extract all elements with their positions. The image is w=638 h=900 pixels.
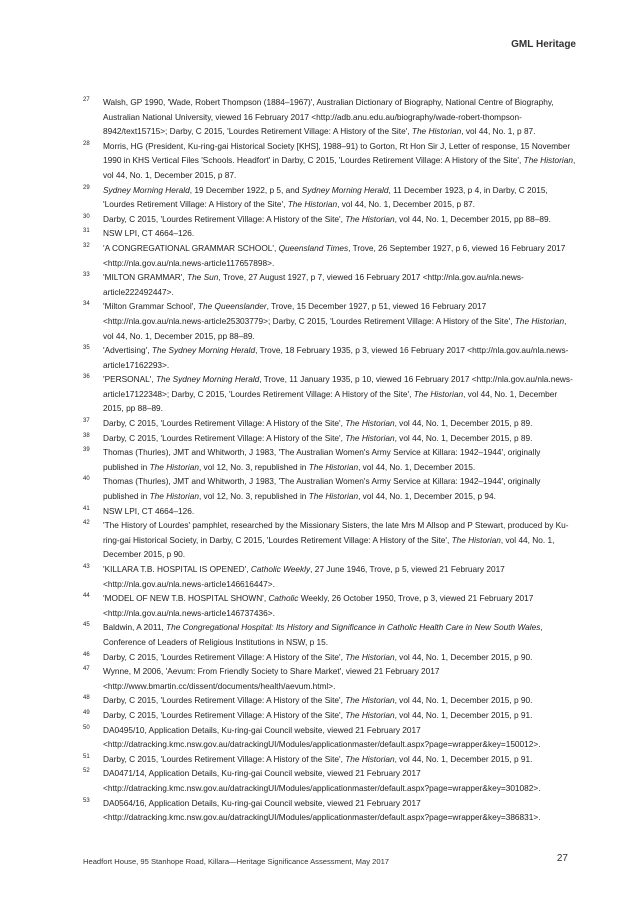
footnote-italic-text: The Historian: [149, 491, 199, 502]
footnote-text: , vol 44, No. 1, December 2015, pp 88–89.: [103, 315, 567, 341]
footnote-italic-text: The Historian: [514, 315, 565, 326]
footnote: [83, 445, 578, 474]
footnote-number: 47: [83, 666, 90, 673]
footnote-text: Morris, HG (President, Ku-ring-gai Historical Society [KHS], 1988–91) to Gorton, Rt Hon Sir J, Letter of response, 15 November 1990 in KHS Vertical Files 'Schools. Headfort' in Darby, C 2015, 'Lourdes Retirement Village: A History of the Site',: [103, 140, 571, 166]
footnote-number: 40: [83, 476, 90, 483]
footnote-text: NSW LPI, CT 4664–126.: [103, 228, 195, 239]
footnote-number: 45: [83, 622, 90, 629]
footnote-italic-text: The Historian: [149, 461, 199, 472]
footnote-text: Darby, C 2015, 'Lourdes Retirement Village: A History of the Site',: [103, 753, 346, 764]
footnote-italic-text: The Historian: [345, 709, 395, 720]
footnote: [83, 796, 578, 825]
footnote: [83, 212, 578, 227]
footnote: [83, 241, 578, 270]
footnote-italic-text: The Historian: [308, 461, 359, 472]
footnote-text: , vol 44, No. 1, p 87.: [461, 126, 536, 137]
footnote: [83, 752, 578, 767]
footnote: [83, 343, 578, 372]
footnote-text: 'Advertising',: [103, 345, 152, 356]
footnote-italic-text: The Sun: [187, 272, 219, 283]
footnote-text: , 27 June 1946, Trove, p 5, viewed 21 February 2017 <http://nla.gov.au/nla.news-article146616447>.: [103, 564, 505, 589]
footnote: [83, 664, 578, 693]
footnote: [83, 416, 578, 431]
footnote-text: 'PERSONAL',: [103, 374, 156, 385]
footnote-italic-text: The Historian: [345, 651, 395, 662]
footnote-text: , Trove, 15 December 1927, p 51, viewed 16 February 2017 <http://nla.gov.au/nla.news-article25303779>; Darby, C 2015, 'Lourdes Retirement Village: A History of the Site',: [103, 301, 515, 326]
footnote-text: , vol 44, No. 1, December 2015, p 87.: [103, 155, 576, 180]
footnote-number: 52: [83, 768, 90, 775]
footnote: [83, 183, 578, 212]
footnote-number: 44: [83, 593, 90, 600]
footnote-text: , vol 44, No. 1, December 2015, p 89.: [394, 432, 533, 443]
footnotes-list: [83, 95, 578, 825]
footnote-number: 29: [83, 184, 90, 191]
footnote-text: Weekly, 26 October 1950, Trove, p 3, viewed 21 February 2017 <http://nla.gov.au/nla.news-article146737436>.: [103, 593, 534, 618]
footnote-italic-text: Catholic Weekly: [250, 564, 311, 574]
footnote-italic-text: The Historian: [287, 199, 338, 210]
footnote-text: , 19 December 1922, p 5, and: [189, 184, 302, 195]
footnote-text: 'MILTON GRAMMAR',: [103, 272, 187, 283]
footnote-text: , vol 44, No. 1, December 2015, p 90.: [103, 534, 555, 560]
footnote-text: , vol 44, No. 1, December 2015, pp 88–89.: [103, 388, 558, 414]
footnote-text: Darby, C 2015, 'Lourdes Retirement Village: A History of the Site',: [103, 213, 346, 224]
footnote-number: 51: [83, 753, 90, 760]
footnote-text: , Trove, 18 February 1935, p 3, viewed 16 February 2017 <http://nla.gov.au/nla.news-article17162293>.: [103, 345, 569, 370]
footnote-text: , Trove, 27 August 1927, p 7, viewed 16 February 2017 <http://nla.gov.au/nla.news-article222492447>.: [103, 272, 524, 297]
footnote-text: 'MODEL OF NEW T.B. HOSPITAL SHOWN',: [103, 593, 269, 604]
footnote: [83, 650, 578, 665]
footnote-text: Thomas (Thurles), JMT and Whitworth, J 1983, 'The Australian Women's Army Service at Killara: 1942–1944', originally published in: [103, 447, 541, 472]
footnote: [83, 723, 578, 752]
footnote-number: 46: [83, 651, 90, 658]
footnote: [83, 504, 578, 519]
footnote-text: 'KILLARA T.B. HOSPITAL IS OPENED',: [103, 564, 251, 574]
footnote: [83, 708, 578, 723]
footnote-italic-text: The Historian: [345, 418, 395, 429]
footnote-number: 43: [83, 564, 90, 570]
footnote: [83, 431, 578, 446]
footnote-text: Baldwin, A 2011,: [103, 622, 167, 633]
footnote: [83, 591, 578, 620]
footnote-number: 37: [83, 418, 90, 425]
footnote-text: 'A CONGREGATIONAL GRAMMAR SCHOOL',: [103, 242, 279, 253]
footnote-number: 42: [83, 520, 90, 527]
footnote-italic-text: The Historian: [308, 491, 359, 502]
footnote-italic-text: The Historian: [523, 155, 573, 166]
footnote-text: Wynne, M 2006, 'Aevum: From Friendly Society to Share Market', viewed 21 February 2017 <http://www.bmartin.cc/dissent/documents/health/aevum.html>.: [103, 666, 440, 691]
footnote-text: , vol 44, No. 1, December 2015, p 91.: [394, 753, 533, 764]
footnote: [83, 620, 578, 649]
footnote-text: , vol 44, No. 1, December 2015, p 94.: [358, 491, 496, 502]
footnote-number: 39: [83, 447, 90, 454]
footnote: [83, 139, 578, 183]
footnote-italic-text: Catholic: [268, 593, 299, 604]
footnote: [83, 95, 578, 139]
footnote-text: , vol 12, No. 3, republished in: [198, 461, 309, 472]
footnote-italic-text: The Historian: [345, 695, 395, 706]
footnote-text: , vol 44, No. 1, December 2015, p 90.: [394, 695, 533, 706]
footnote-text: Walsh, GP 1990, 'Wade, Robert Thompson (1884–1967)', Australian Dictionary of Biography, National Centre of Biography, Australian National University, viewed 16 February 2017 <http://adb.anu.edu.au/biography/wade-robert-thompson-8942/text15715>; Darby, C 2015, 'Lourdes Retirement Village: A History of the Site',: [103, 97, 554, 137]
footnote-text: 'The History of Lourdes' pamphlet, researched by the Missionary Sisters, the late Mrs M Allsop and P Stewart, produced by Ku-ring-gai Historical Society, in Darby, C 2015, 'Lourdes Retirement Village: A History of the Site',: [103, 520, 569, 545]
footnote-number: 38: [83, 432, 90, 439]
footnote: [83, 299, 578, 343]
footnote-italic-text: The Congregational Hospital: Its History and Significance in Catholic Health Care in New South Wales: [166, 622, 541, 633]
footnote-text: , vol 12, No. 3, republished in: [198, 491, 309, 502]
footnote: [83, 766, 578, 795]
footnote-text: Darby, C 2015, 'Lourdes Retirement Village: A History of the Site',: [103, 432, 346, 443]
footnote: [83, 372, 578, 416]
footnote: [83, 270, 578, 299]
footnote-text: , vol 44, No. 1, December 2015, p 89.: [394, 418, 533, 429]
footnote-number: 34: [83, 301, 90, 308]
footnote-italic-text: The Historian: [451, 534, 501, 545]
footnote: [83, 474, 578, 503]
footnote-number: 49: [83, 709, 90, 716]
footnote-number: 36: [83, 374, 90, 381]
footnote-italic-text: The Historian: [413, 388, 464, 399]
footnote-text: Darby, C 2015, 'Lourdes Retirement Village: A History of the Site',: [103, 695, 346, 706]
footnote-text: NSW LPI, CT 4664–126.: [103, 505, 195, 516]
footnote-number: 35: [83, 345, 90, 352]
header-brand: GML Heritage: [511, 39, 576, 50]
footnote-text: Darby, C 2015, 'Lourdes Retirement Village: A History of the Site',: [103, 418, 346, 429]
footnote-italic-text: The Sydney Morning Herald: [155, 374, 260, 385]
footnote-number: 32: [83, 242, 90, 249]
footnote-italic-text: The Historian: [345, 753, 395, 764]
footnote-number: 48: [83, 695, 90, 702]
footnote-italic-text: The Historian: [345, 432, 395, 443]
footnote-italic-text: The Sydney Morning Herald: [151, 345, 256, 356]
footnote-text: Darby, C 2015, 'Lourdes Retirement Village: A History of the Site',: [103, 651, 346, 662]
footnote-italic-text: The Queenslander: [197, 301, 267, 312]
page-number: 27: [556, 853, 568, 864]
footnote-number: 27: [83, 97, 90, 103]
footnote-text: Thomas (Thurles), JMT and Whitworth, J 1983, 'The Australian Women's Army Service at Killara: 1942–1944', originally published in: [103, 476, 541, 502]
footnote-number: 50: [83, 724, 90, 731]
footnote-text: , vol 44, No. 1, December 2015, p 91.: [394, 709, 533, 720]
footnote-text: DA0471/14, Application Details, Ku-ring-gai Council website, viewed 21 February 2017 <http://datracking.kmc.nsw.gov.au/datrackingUI/Modules/applicationmaster/default.aspx?page=wrapper&key=301082>.: [103, 768, 541, 793]
footnote: [83, 226, 578, 241]
footnote-text: , vol 44, No. 1, December 2015, pp 88–89.: [394, 213, 551, 224]
footnote-number: 30: [83, 213, 90, 220]
footnote-text: Darby, C 2015, 'Lourdes Retirement Village: A History of the Site',: [103, 709, 346, 720]
footnote-text: , Trove, 11 January 1935, p 10, viewed 16 February 2017 <http://nla.gov.au/nla.news-article17122348>; Darby, C 2015, 'Lourdes Retirement Village: A History of the Site',: [103, 374, 573, 399]
footnote-italic-text: Sydney Morning Herald: [103, 184, 190, 195]
footnote-number: 31: [83, 228, 90, 235]
footnote: [83, 518, 578, 562]
footnote-text: DA0495/10, Application Details, Ku-ring-gai Council website, viewed 21 February 2017 <http://datracking.kmc.nsw.gov.au/datrackingUI/Modules/applicationmaster/default.aspx?page=wrapper&key=150012>.: [103, 724, 541, 750]
footnote: [83, 562, 578, 591]
footnote-italic-text: Sydney Morning Herald: [301, 184, 389, 195]
footnote-text: , Trove, 26 September 1927, p 6, viewed 16 February 2017 <http://nla.gov.au/nla.news-article117657898>.: [103, 242, 566, 268]
footnote: [83, 693, 578, 708]
footnote-number: 28: [83, 140, 90, 147]
footnote-italic-text: Queensland Times: [278, 242, 349, 253]
footnote-number: 53: [83, 797, 90, 804]
footnote-text: , vol 44, No. 1, December 2015, p 87.: [337, 199, 475, 210]
footnote-italic-text: The Historian: [411, 126, 462, 137]
footnote-italic-text: The Historian: [345, 213, 395, 224]
footnote-text: DA0564/16, Application Details, Ku-ring-gai Council website, viewed 21 February 2017 <http://datracking.kmc.nsw.gov.au/datrackingUI/Modules/applicationmaster/default.aspx?page=wrapper&key=386831>.: [103, 797, 541, 823]
footnote-text: , vol 44, No. 1, December 2015, p 90.: [394, 651, 533, 662]
footnote-text: , 11 December 1923, p 4, in Darby, C 2015, 'Lourdes Retirement Village: A History of the Site',: [103, 184, 548, 210]
footer-text: Headfort House, 95 Stanhope Road, Killara—Heritage Significance Assessment, May 2017: [83, 857, 390, 866]
footnote-text: 'Milton Grammar School',: [103, 301, 198, 312]
footnote-text: , vol 44, No. 1, December 2015.: [358, 461, 476, 472]
footnote-text: , Conference of Leaders of Religious Institutions in NSW, p 15.: [103, 622, 543, 647]
footnote-number: 33: [83, 272, 90, 279]
footnote-number: 41: [83, 505, 90, 512]
